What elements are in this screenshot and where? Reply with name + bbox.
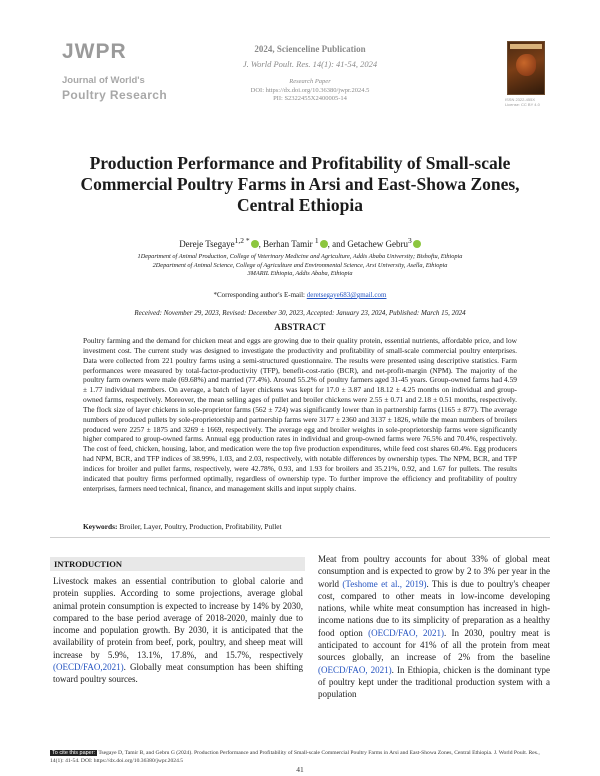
introduction-heading: INTRODUCTION	[50, 557, 305, 571]
issn-license: ISSN 2322-455X License: CC BY 4.0	[505, 97, 540, 107]
author-name: , and Getachew Gebru	[327, 239, 409, 249]
author-list	[60, 236, 540, 249]
affiliation: 2Department of Animal Science, College of Agriculture and Environmental Science, Arsi University, Asella, Ethiopia	[152, 261, 448, 269]
affiliation: 3MARIL Ethiopia, Addis Ababa, Ethiopia	[247, 270, 353, 278]
abstract-text: Poultry farming and the demand for chicken meat and eggs are growing due to their quality protein, essential nutrients, affordable price, and low investment cost. The current study was designed to investigate the productivity and profitability of small-scale commercial poultry enterprises. Data were collected from 221 poultry farms using a semi-structured questionnaire. The results were presented using descriptive statistics. Farm performances were measured by total-factor-productivity (TFP), benefit-cost-ratio (BCR), and net-profit-margin (NPM). The majority of the poultry farm owners were male (69.68%) and married (77.4%). Around 55.2% of poultry farmers aged 31-45 years. Group-owned farms had 4.59 ± 1.77 individual members. On average, a batch of layer chickens was kept for 17.0 ± 3.87 and 18.12 ± 4.25 months on individual and group-owned farms, respectively. Moreover, the mean selling ages of pullet and broiler chickens were 2.55 ± 0.71 and 2.18 ± 0.51 months, respectively. The flock size of layer chickens in sole-proprietor farms (562 ± 724) was significantly lower than in partnership farms (1165 ± 877). The average numbers of produced pullets by sole-proprietorship and partnership farms were 3177 ± 2360 and 3137 ± 1826, while the mean numbers of broilers produced were 2257 ± 1875 and 3269 ± 1669, respectively. The average egg and broiler weights in sole-proprietorship farms were significantly higher compared to group-owned farms. Annual egg production rates in individual and group-owned farms were 76.5% and 70.4%, respectively. The cost of feed, chicken, housing, labor, and medication were the top five production expenditures, while feed cost shares 60.4%. Egg producers had NPM, BCR, and TFP indices of 38.99%, 1.03, and 2.03, respectively, with notable differences by ownership types. The NPM, BCR, and TFP indices for broiler and pullet farms, respectively, were 42.78%, 0.93, and 1.93 for broilers and 35.21%, 0.92, and 1.67 for pullets. The results indicated that poultry firms performed optimally, regardless of ownership type. To further improve the efficiency and profitability of poultry enterprises, farmers need technical, finance, and management skills and input supply chains.	[83, 336, 517, 493]
citation-link[interactable]: (OECD/FAO, 2021)	[368, 627, 444, 638]
cite-text: Tsegaye D, Tamir B, and Gebru G (2024). Production Performance and Profitability of Small-scale Commercial Poultry Farms in Arsi and East-Showa Zones, Central Ethiopia. J. World Poult. Res., 14(1): 41-54. DOI: https://dx.doi.org/10.36380/jwpr.2024.5	[50, 750, 540, 764]
author-affiliation-mark: 1,2 *	[234, 236, 250, 245]
corresponding-email-link[interactable]: deretsegaye683@gmail.com	[306, 291, 387, 299]
journal-cover-image	[507, 41, 545, 95]
article-meta	[200, 78, 420, 104]
body-column-right	[318, 553, 550, 701]
hen-icon	[516, 54, 536, 76]
doi-link[interactable]: DOI: https://dx.doi.org/10.36380/jwpr.2024.5	[250, 86, 370, 94]
journal-name	[62, 74, 167, 102]
author-name: Dereje Tsegaye	[179, 239, 235, 249]
article-type: Research Paper	[289, 78, 331, 85]
orcid-icon[interactable]	[320, 240, 328, 248]
paragraph-text: . In Ethiopia, chicken is the dominant type of poultry kept under the traditional production system with a population	[318, 664, 550, 700]
paragraph-text: . This is due to poultry's cheaper cost, compared to other meats in low-income developing nations, while white meat consumption has increased in high-income nations due to its simplicity of preparation as a healthy food option	[318, 578, 551, 638]
section-divider	[50, 537, 550, 538]
header-info	[200, 44, 420, 104]
corresponding-label: *Corresponding author's E-mail:	[213, 291, 307, 299]
paragraph-text: . Globally meat consumption has been shifting toward poultry sources.	[53, 662, 303, 685]
page-number: 41	[296, 765, 304, 774]
orcid-icon[interactable]	[413, 240, 421, 248]
citation-link[interactable]: (OECD/FAO,2021)	[53, 662, 124, 673]
paper-title: Production Performance and Profitability of Small-scale Commercial Poultry Farms in Arsi and East-Showa Zones, Central Ethiopia	[80, 153, 520, 215]
keywords-list: Broiler, Layer, Poultry, Production, Profitability, Pullet	[117, 522, 282, 531]
cite-this-paper	[50, 749, 550, 765]
journal-name-line1: Journal of World's	[62, 75, 145, 86]
author-affiliation-mark: 3	[408, 236, 412, 245]
journal-name-line2: Poultry Research	[62, 88, 168, 102]
abstract-heading: ABSTRACT	[274, 322, 326, 332]
paragraph-text: . In 2030, poultry meat is anticipated to account for 41% of all the protein from meat sources globally, an increase of 2% from the baseline	[318, 627, 550, 663]
body-column-left	[53, 575, 303, 686]
pii: PII: S2322455X2400005-14	[273, 95, 347, 102]
keywords-label: Keywords:	[83, 522, 118, 531]
year-publisher: 2024, Scienceline Publication	[254, 44, 366, 54]
publication-dates: Received: November 29, 2023, Revised: December 30, 2023, Accepted: January 23, 2024, Published: March 15, 2024	[134, 309, 466, 317]
journal-logo: JWPR	[62, 40, 127, 63]
cover-banner	[510, 44, 542, 49]
paragraph-text: Meat from poultry accounts for about 33% of global meat consumption and is expected to grow by 2 to 3% per year in the world	[318, 554, 550, 589]
affiliations	[70, 253, 530, 279]
orcid-icon[interactable]	[251, 240, 259, 248]
journal-citation: J. World Poult. Res. 14(1): 41-54, 2024	[242, 59, 378, 69]
citation-link[interactable]: (Teshome et al., 2019)	[342, 578, 427, 589]
corresponding-author	[150, 291, 450, 299]
paragraph-text: Livestock makes an essential contribution to global calorie and protein supplies. According to some projections, average global animal protein consumption is expected to increase by 14% by 2030, compared to the base period average of 2018-2020, mainly due to income and population growth. By 2030, it is anticipated that the availability of protein from beef, pork, poultry, and sheep meat will increase by 5.9%, 13.1%, 17.8%, and 15.7%, respectively	[53, 576, 303, 660]
author-affiliation-mark: 1	[314, 236, 319, 245]
author-name: , Berhan Tamir	[258, 239, 315, 249]
keywords	[83, 522, 517, 531]
citation-link[interactable]: (OECD/FAO, 2021)	[318, 664, 392, 675]
affiliation: 1Department of Animal Production, College of Veterinary Medicine and Agriculture, Addis Ababa University; Bishoftu, Ethiopia	[137, 253, 463, 260]
cite-label: To cite this paper:	[52, 750, 96, 756]
